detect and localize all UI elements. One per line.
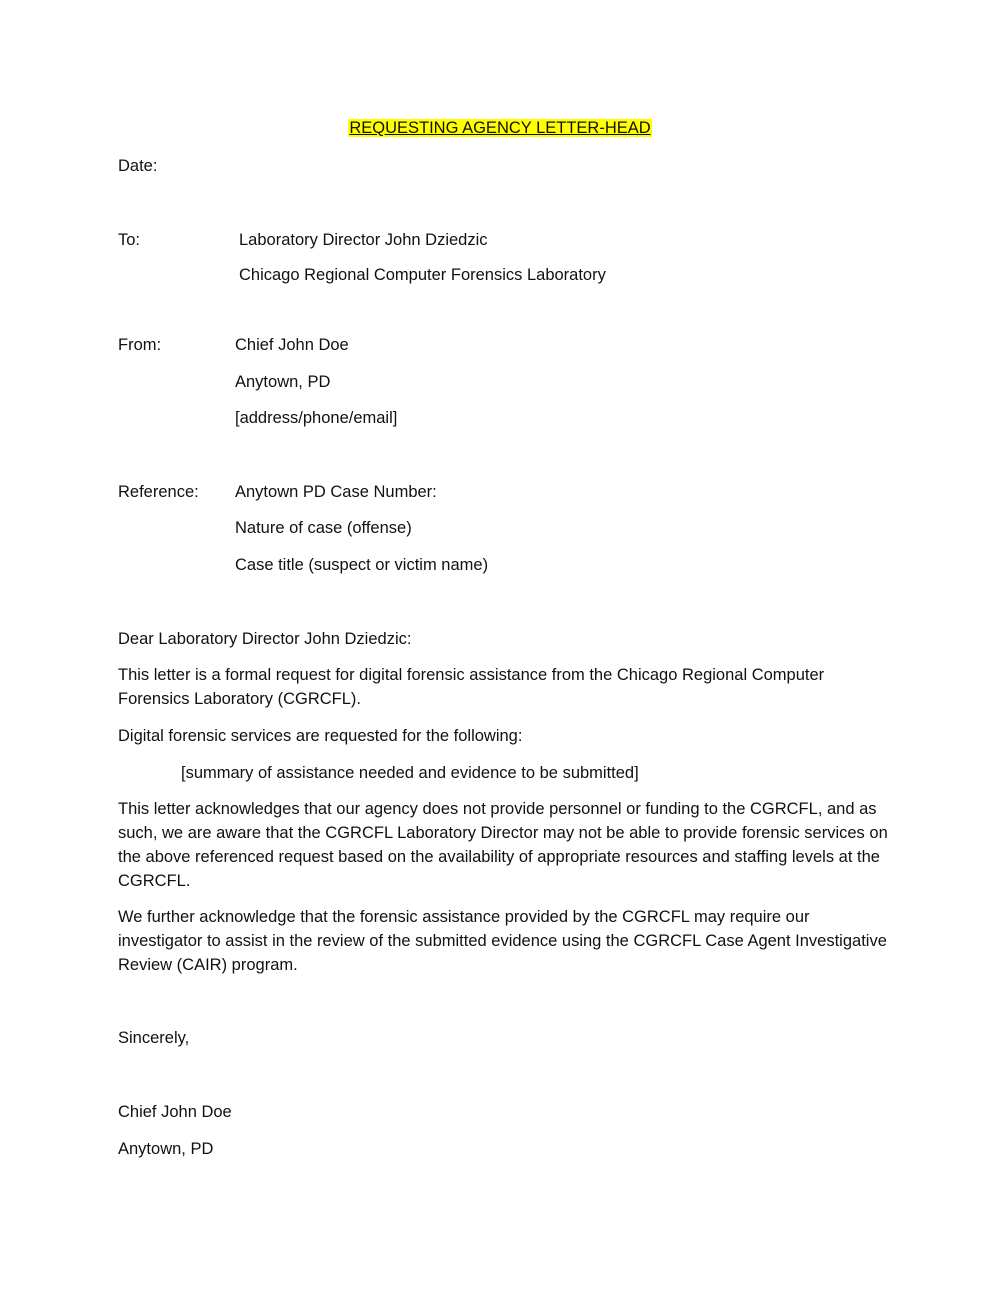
closing-signer-agency: Anytown, PD <box>118 1140 214 1158</box>
from-sender-contact: [address/phone/email] <box>235 409 398 427</box>
letterhead-highlight: REQUESTING AGENCY LETTER-HEAD <box>349 119 651 137</box>
closing-signer-name: Chief John Doe <box>118 1103 232 1121</box>
letterhead-title <box>0 118 1000 138</box>
to-recipient-organization: Chicago Regional Computer Forensics Laboratory <box>239 266 606 284</box>
from-sender-agency: Anytown, PD <box>235 373 331 391</box>
reference-case-number: Anytown PD Case Number: <box>235 483 437 501</box>
reference-case-title: Case title (suspect or victim name) <box>235 556 489 574</box>
body-paragraph-services: Digital forensic services are requested for the following: <box>118 727 523 745</box>
body-paragraph-request: This letter is a formal request for digital forensic assistance from the Chicago Regional Computer Forensics Laboratory (CGRCFL). <box>118 666 825 708</box>
from-label: From: <box>118 336 162 354</box>
body-paragraph-cair: We further acknowledge that the forensic assistance provided by the CGRCFL may require our investigator to assist in the review of the submitted evidence using the CGRCFL Case Agent Investigative Review (CAIR) program. <box>118 908 887 974</box>
from-sender-name: Chief John Doe <box>235 336 349 354</box>
body-paragraph-acknowledgement: This letter acknowledges that our agency does not provide personnel or funding to the CGRCFL, and as such, we are aware that the CGRCFL Laboratory Director may not be able to provide forensic services on the above referenced request based on the availability of appropriate resources and staffing levels at the CGRCFL. <box>118 800 888 890</box>
reference-label: Reference: <box>118 483 199 501</box>
reference-nature-of-case: Nature of case (offense) <box>235 519 412 537</box>
date-label: Date: <box>118 157 158 175</box>
body-summary-placeholder: [summary of assistance needed and evidence to be submitted] <box>181 764 639 782</box>
closing-sign-off: Sincerely, <box>118 1029 190 1047</box>
to-recipient-name: Laboratory Director John Dziedzic <box>239 231 488 249</box>
salutation: Dear Laboratory Director John Dziedzic: <box>118 630 412 648</box>
to-label: To: <box>118 231 141 249</box>
